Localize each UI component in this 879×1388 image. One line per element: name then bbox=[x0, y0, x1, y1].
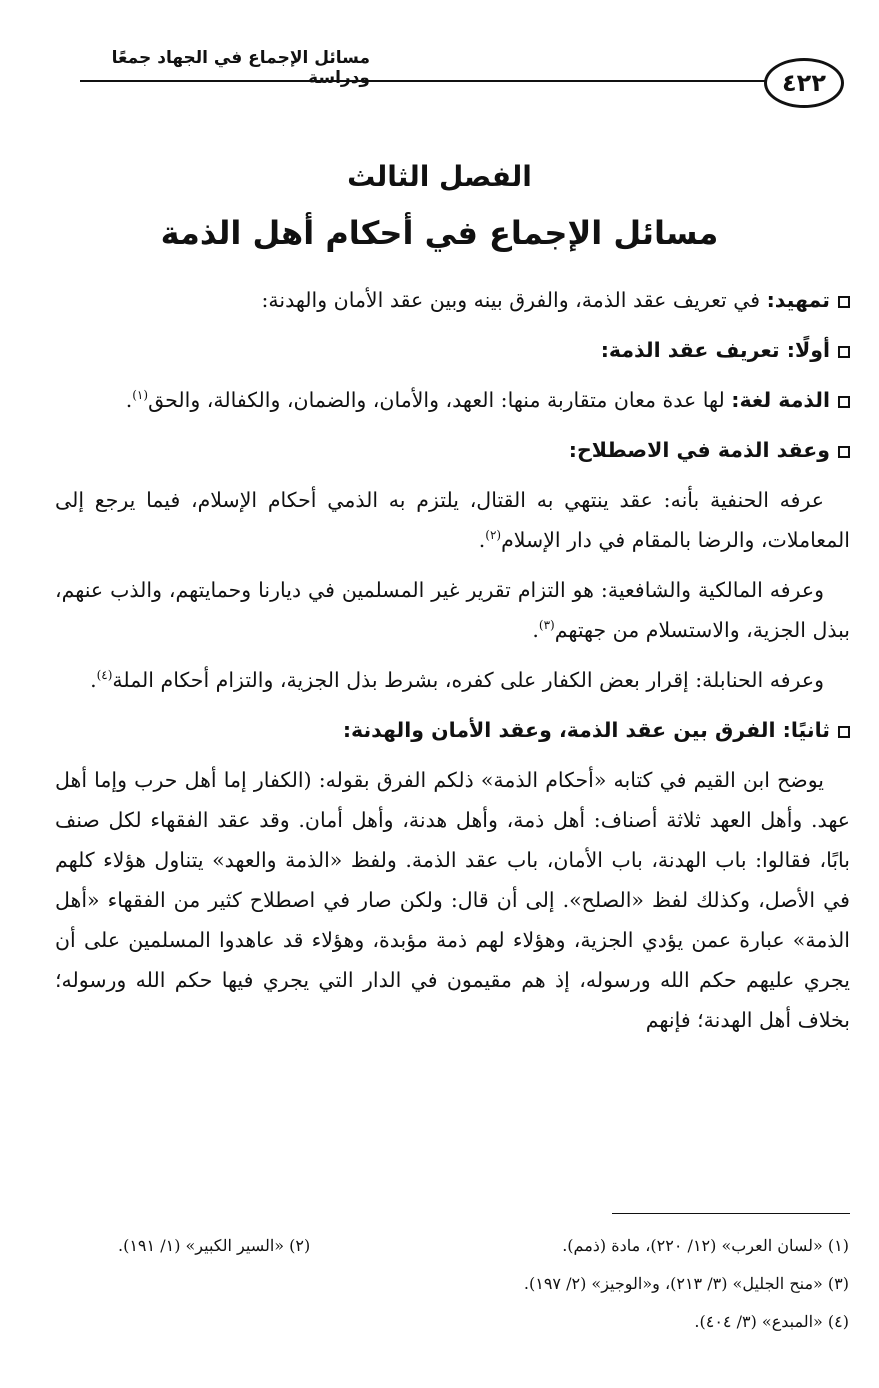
paragraph-text: في تعريف عقد الذمة، والفرق بينه وبين عقد الأمان والهدنة: bbox=[261, 288, 767, 312]
paragraph-first-heading bbox=[55, 330, 850, 370]
footnote-ref: (٣) bbox=[538, 618, 555, 633]
footnote-3: (٣) «منح الجليل» (٣/ ٢١٣)، و«الوجيز» (٢/ ١٩٧). bbox=[523, 1274, 849, 1293]
paragraph-term-heading bbox=[55, 430, 850, 470]
body-text bbox=[55, 280, 850, 1050]
paragraph-text: لها عدة معان متقاربة منها: العهد، والأمان، والضمان، والكفالة، والحق bbox=[148, 388, 732, 412]
paragraph-lead: وعقد الذمة في الاصطلاح: bbox=[568, 438, 830, 462]
footnote-ref: (١) bbox=[132, 388, 149, 403]
paragraph-linguistic: الذمة لغة: لها عدة معان متقاربة منها: العهد، والأمان، والضمان، والكفالة، والحق$^{(١)}$. bbox=[55, 380, 850, 420]
paragraph-lead: الذمة لغة: bbox=[731, 388, 830, 412]
footnote-rule bbox=[612, 1213, 850, 1214]
checkbox-square-icon bbox=[838, 296, 850, 308]
checkbox-square-icon bbox=[838, 346, 850, 358]
running-title: مسائل الإجماع في الجهاد جمعًا ودراسة bbox=[111, 48, 370, 88]
paragraph-text: عرفه الحنفية بأنه: عقد ينتهي به القتال، يلتزم به الذمي أحكام الإسلام، فيما يرجع إلى المعاملات، والرضا بالمقام في دار الإسلام bbox=[55, 488, 850, 552]
footnote-ref: (٤) bbox=[96, 668, 113, 683]
paragraph-hanbali: وعرفه الحنابلة: إقرار بعض الكفار على كفره، بشرط بذل الجزية، والتزام أحكام الملة$^{(٤)}$. bbox=[90, 668, 824, 692]
checkbox-square-icon bbox=[838, 726, 850, 738]
paragraph-text: يوضح ابن القيم في كتابه «أحكام الذمة» ذلكم الفرق بقوله: (الكفار إما أهل حرب وإما أهل عهد. وأهل العهد ثلاثة أصناف: أهل ذمة، وأهل هدنة، وأهل أمان. وقد عقد الفقهاء لكل صنف بابًا، فقالوا: باب الهدنة، باب الأمان، باب عقد الذمة. ولفظ «الذمة والعهد» يتناول هؤلاء كلهم في الأصل، وكذلك لفظ «الصلح». إلى أن قال: ولكن صار في اصطلاح كثير من الفقهاء «أهل الذمة» عبارة عمن يؤدي الجزية، وهؤلاء لهم ذمة مؤبدة، وهؤلاء قد عاهدوا المسلمين على أن يجري عليهم حكم الله ورسوله، إذ هم مقيمون في الدار التي يجري فيها حكم الله ورسوله؛ بخلاف أهل الهدنة؛ فإنهم bbox=[55, 768, 850, 1032]
paragraph-ibn-qayyim bbox=[55, 760, 850, 1040]
footnote-4: (٤) «المبدع» (٣/ ٤٠٤). bbox=[694, 1312, 849, 1331]
paragraph-lead: أولًا: تعريف عقد الذمة: bbox=[600, 338, 830, 362]
paragraph-text: وعرفه المالكية والشافعية: هو التزام تقرير غير المسلمين في ديارنا وحمايتهم، والذب عنهم، ببذل الجزية، والاستسلام من جهتهم bbox=[55, 578, 850, 642]
footnote-1: (١) «لسان العرب» (١٢/ ٢٢٠)، مادة (ذمم). bbox=[562, 1236, 849, 1255]
paragraph-second-heading bbox=[55, 710, 850, 750]
checkbox-square-icon bbox=[838, 446, 850, 458]
chapter-heading: الفصل الثالث bbox=[347, 160, 532, 193]
paragraph-text: وعرفه الحنابلة: إقرار بعض الكفار على كفره، بشرط بذل الجزية، والتزام أحكام الملة bbox=[112, 668, 824, 692]
paragraph-hanafi: عرفه الحنفية بأنه: عقد ينتهي به القتال، يلتزم به الذمي أحكام الإسلام، فيما يرجع إلى المعاملات، والرضا بالمقام في دار الإسلام$^{(٢)}$. bbox=[55, 488, 850, 552]
paragraph-maliki: وعرفه المالكية والشافعية: هو التزام تقرير غير المسلمين في ديارنا وحمايتهم، والذب عنهم، ببذل الجزية، والاستسلام من جهتهم$^{(٣)}$. bbox=[55, 578, 850, 642]
paragraph-lead: ثانيًا: الفرق بين عقد الذمة، وعقد الأمان والهدنة: bbox=[342, 718, 830, 742]
checkbox-square-icon bbox=[838, 396, 850, 408]
footnote-ref: (٢) bbox=[485, 528, 502, 543]
page-number: ٤٢٢ bbox=[764, 58, 844, 108]
header-rule bbox=[80, 80, 770, 82]
paragraph-lead: تمهيد: bbox=[766, 288, 830, 312]
chapter-title: مسائل الإجماع في أحكام أهل الذمة bbox=[160, 214, 719, 252]
paragraph-intro bbox=[55, 280, 850, 320]
footnote-2: (٢) «السير الكبير» (١/ ١٩١). bbox=[118, 1236, 311, 1255]
